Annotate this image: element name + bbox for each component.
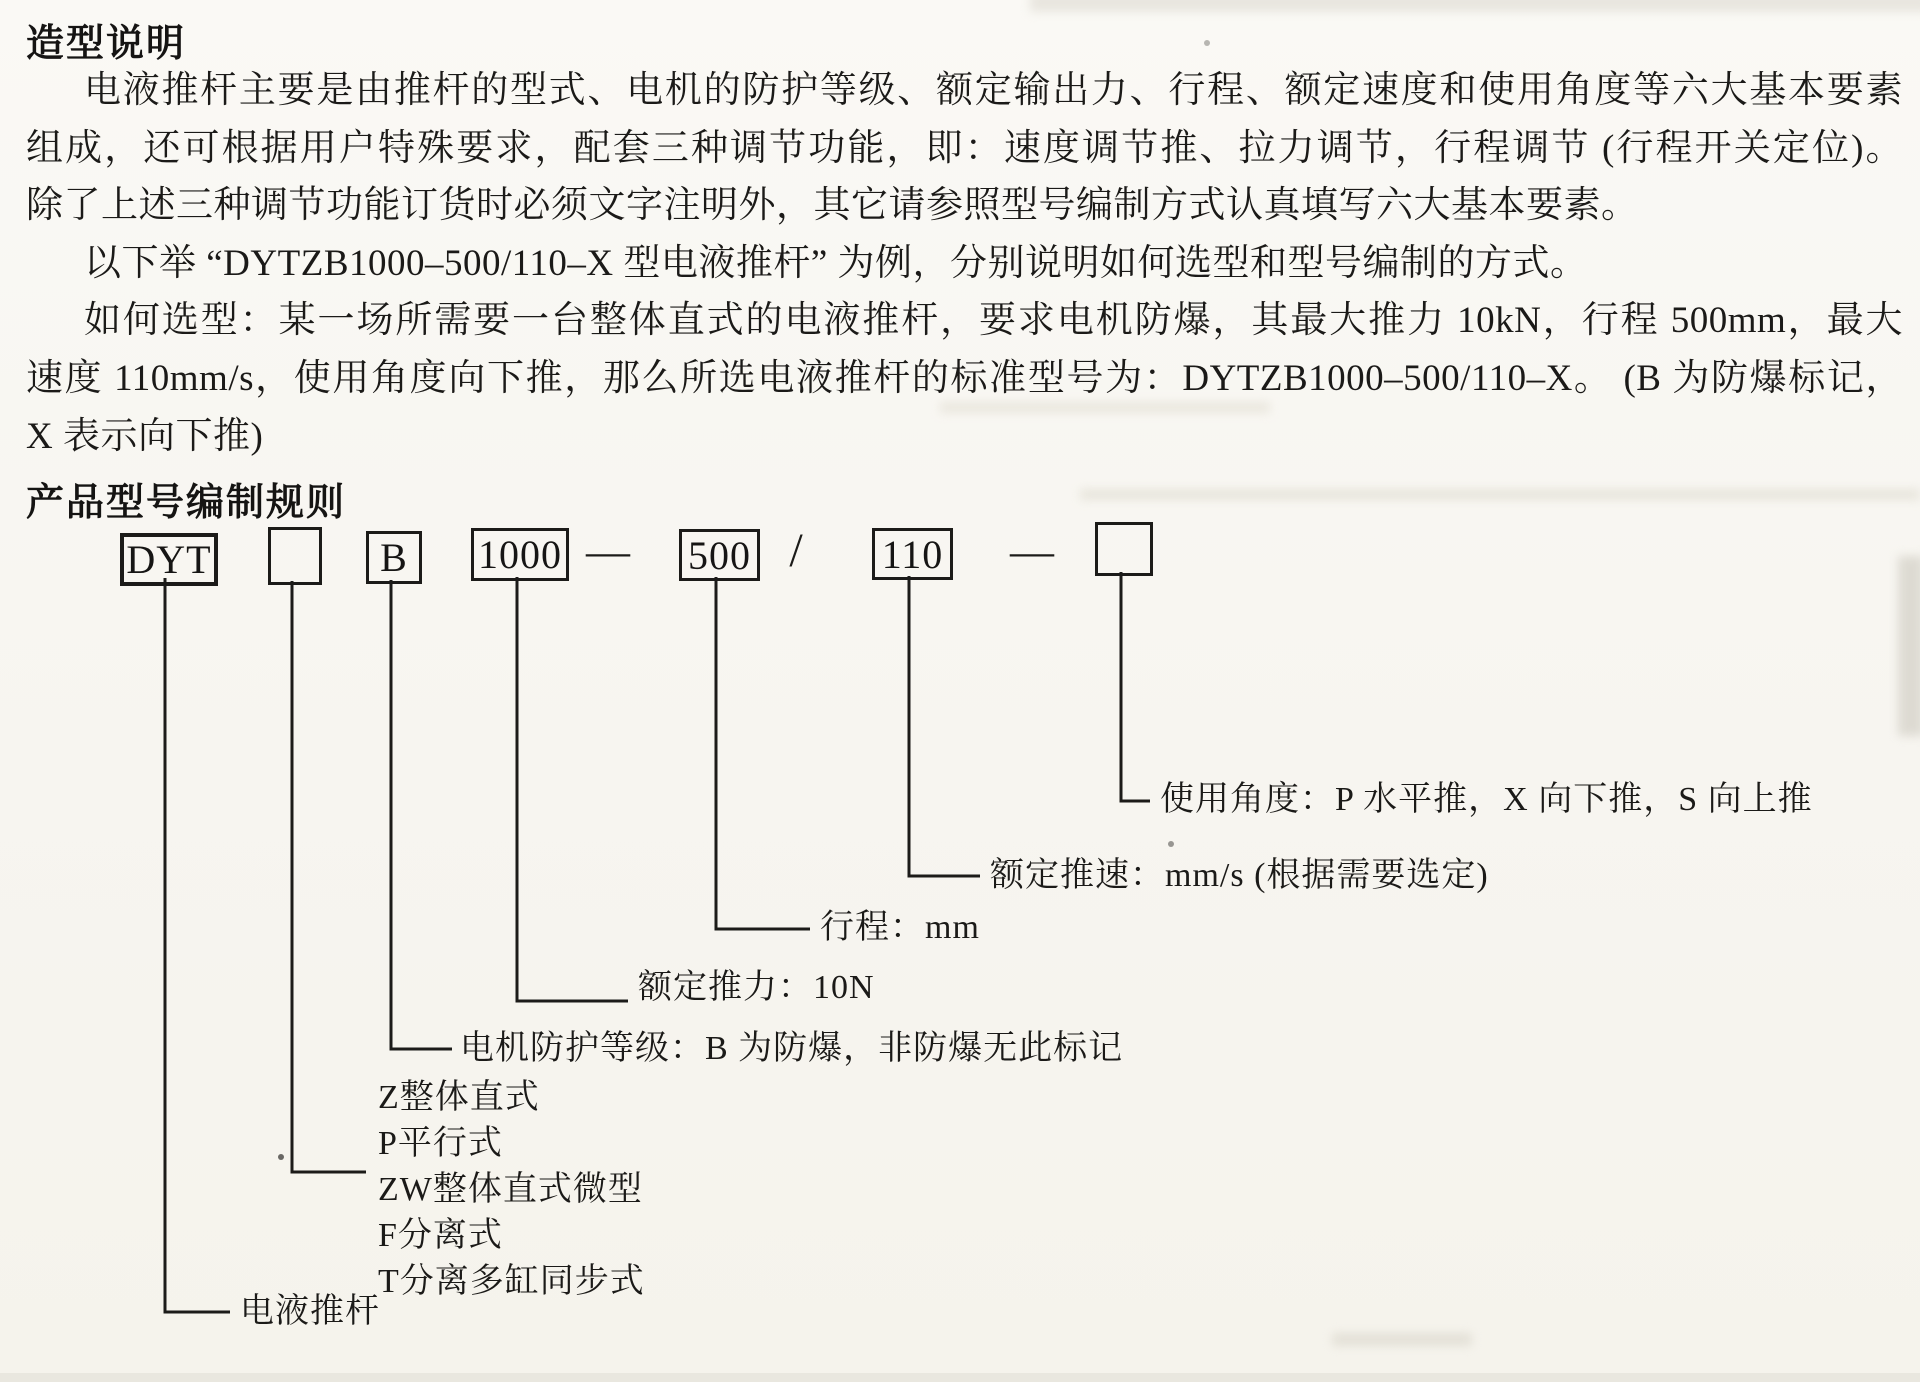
code-box-prefix: DYT xyxy=(120,533,218,586)
body-text-block xyxy=(26,62,1903,465)
legend-protection: 电机防护等级：B 为防爆，非防爆无此标记 xyxy=(460,1030,1124,1067)
type-option-t: T分离多缸同步式 xyxy=(378,1263,645,1300)
code-box-type-blank xyxy=(268,527,322,585)
legend-type-options xyxy=(378,1075,645,1305)
scan-smudge-right-edge xyxy=(1898,556,1920,736)
section-heading-model-code-rules: 产品型号编制规则 xyxy=(26,482,347,524)
type-option-f: F分离式 xyxy=(378,1217,503,1254)
section-heading-model-selection: 造型说明 xyxy=(26,23,187,65)
connector-angle xyxy=(1121,572,1150,801)
scan-smudge-bottom-right xyxy=(1332,1333,1472,1346)
connector-type xyxy=(292,581,366,1172)
code-box-stroke: 500 xyxy=(679,529,760,581)
legend-angle: 使用角度：P 水平推，X 向下推，S 向上推 xyxy=(1160,781,1813,818)
paragraph-line-2: 组成，还可根据用户特殊要求，配套三种调节功能，即：速度调节推、拉力调节，行程调节 (行程开关定位)。 xyxy=(26,127,1903,169)
connector-protection xyxy=(391,580,452,1049)
scan-smudge-bottom-bar xyxy=(0,1373,1920,1382)
legend-speed: 额定推速：mm/s (根据需要选定) xyxy=(990,857,1489,894)
paragraph-line-5: 如何选型：某一场所需要一台整体直式的电液推杆，要求电机防爆，其最大推力 10kN，行程 500mm，最大 xyxy=(84,300,1903,342)
code-box-force: 1000 xyxy=(471,528,569,581)
connector-stroke xyxy=(716,577,810,929)
connector-speed xyxy=(909,576,980,876)
code-box-speed: 110 xyxy=(872,528,953,580)
scan-speck-3 xyxy=(1204,40,1210,46)
type-option-z: Z整体直式 xyxy=(378,1079,540,1116)
scan-smudge-top-edge xyxy=(1030,0,1920,12)
paragraph-line-4: 以下举 “DYTZB1000–500/110–X 型电液推杆” 为例，分别说明如何选型和型号编制的方式。 xyxy=(84,242,1588,284)
scan-speck-2 xyxy=(1168,841,1174,847)
scan-smudge-streak-2 xyxy=(1080,489,1920,500)
paragraph-line-6: 速度 110mm/s，使用角度向下推，那么所选电液推杆的标准型号为：DYTZB1000–500/110–X。 (B 为防爆标记， xyxy=(26,357,1903,399)
scan-speck-1 xyxy=(278,1154,284,1160)
legend-stroke: 行程：mm xyxy=(820,909,980,946)
paragraph-line-3: 除了上述三种调节功能订货时必须文字注明外，其它请参照型号编制方式认真填写六大基本要素。 xyxy=(26,185,1639,227)
connector-force xyxy=(517,577,628,1001)
type-option-zw: ZW整体直式微型 xyxy=(378,1171,643,1208)
code-separator-slash: / xyxy=(789,523,803,577)
legend-product: 电液推杆 xyxy=(240,1293,380,1330)
paragraph-line-1: 电液推杆主要是由推杆的型式、电机的防护等级、额定输出力、行程、额定速度和使用角度等六大基本要素 xyxy=(84,70,1903,111)
code-separator-dash-2: — xyxy=(1010,527,1054,576)
paragraph-line-7: X 表示向下推) xyxy=(26,415,264,457)
type-option-p: P平行式 xyxy=(378,1125,503,1162)
code-separator-dash-1: — xyxy=(586,527,630,576)
legend-force: 额定推力：10N xyxy=(638,969,875,1006)
connector-product xyxy=(165,578,230,1312)
code-box-angle-blank xyxy=(1095,522,1153,576)
code-box-protection: B xyxy=(366,531,422,584)
